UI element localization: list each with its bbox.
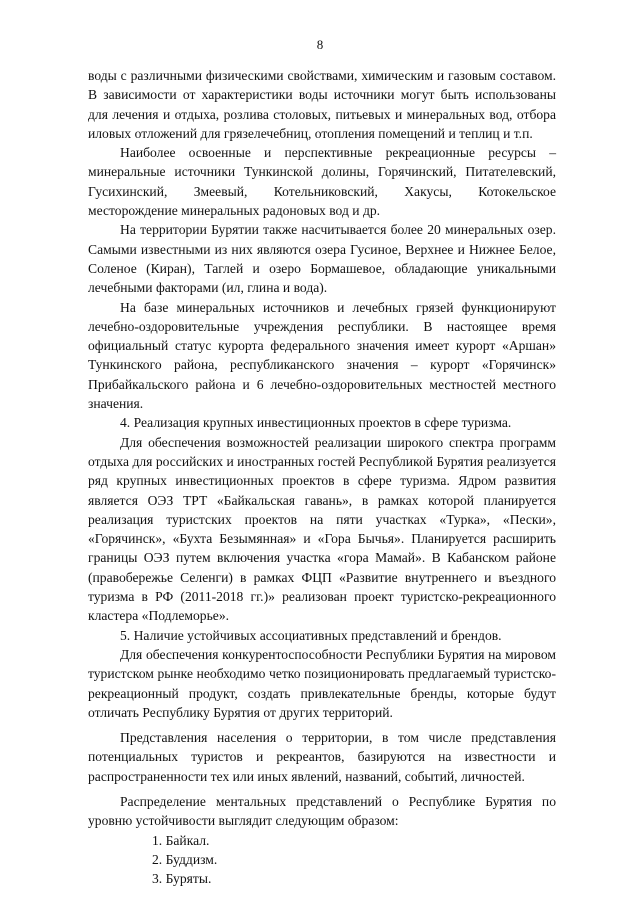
body-text — [88, 66, 556, 888]
paragraph: Для обеспечения конкурентоспособности Республики Бурятия на мировом туристском рынке необходимо четко позиционировать предлагаемый туристско-рекреационный продукт, создать привлекательные бренды, которые будут отличать Республику Бурятия от других территорий. — [88, 646, 556, 720]
paragraph: Наиболее освоенные и перспективные рекреационные ресурсы – минеральные источники Тункинской долины, Горячинский, Питателевский, Гусихинский, Змеевый, Котельниковский, Хакусы, Котокельское месторождение минеральных радоновых вод и др. — [88, 145, 556, 219]
paragraph: Распределение ментальных представлений о Республике Бурятия по уровню устойчивости выглядит следующим образом: — [88, 793, 556, 829]
section-heading: 5. Наличие устойчивых ассоциативных представлений и брендов. — [120, 627, 502, 643]
section-heading: 4. Реализация крупных инвестиционных проектов в сфере туризма. — [120, 415, 512, 431]
list-item: 3. Буряты. — [152, 871, 212, 887]
paragraph: воды с различными физическими свойствами, химическим и газовым составом. В зависимости от характеристики воды источники могут быть использованы для лечения и отдыха, розлива столовых, питьевых и минеральных вод, отбора иловых отложений для грязелечебниц, отопления помещений и теплиц и т.п. — [88, 68, 556, 141]
page-number: 8 — [316, 37, 324, 52]
list-item: 2. Буддизм. — [152, 851, 218, 867]
paragraph: На территории Бурятии также насчитывается более 20 минеральных озер. Самыми известными из них являются озера Гусиное, Верхнее и Нижнее Белое, Соленое (Киран), Таглей и озеро Бормашевое, обладающие уникальными лечебными факторами (ил, глина и вода). — [88, 222, 556, 296]
paragraph: Представления населения о территории, в том числе представления потенциальных туристов и рекреантов, базируются на известности и распространенности тех или иных явлений, названий, событий, личностей. — [88, 730, 556, 784]
list-item: 1. Байкал. — [152, 832, 210, 848]
paragraph: Для обеспечения возможностей реализации широкого спектра программ отдыха для российских и иностранных гостей Республикой Бурятия реализуется ряд крупных инвестиционных проектов в сфере туризма. Ядром развития является ОЭЗ ТРТ «Байкальская гавань», в рамках которой планируется реализация туристских проектов на пяти участках «Турка», «Пески», «Горячинск», «Бухта Безымянная» и «Гора Бычья». Планируется расширить границы ОЭЗ путем включения участка «гора Мамай». В Кабанском районе (правобережье Селенги) в рамках ФЦП «Развитие внутреннего и въездного туризма в РФ (2011-2018 гг.)» реализован проект туристско-рекреационного кластера «Подлеморье». — [88, 434, 556, 624]
paragraph: На базе минеральных источников и лечебных грязей функционируют лечебно-оздоровительные учреждения республики. В настоящее время официальный статус курорта федерального значения имеет курорт «Аршан» Тункинского района, республиканского значения – курорт «Горячинск» Прибайкальского района и 6 лечебно-оздоровительных местностей местного значения. — [88, 299, 556, 412]
